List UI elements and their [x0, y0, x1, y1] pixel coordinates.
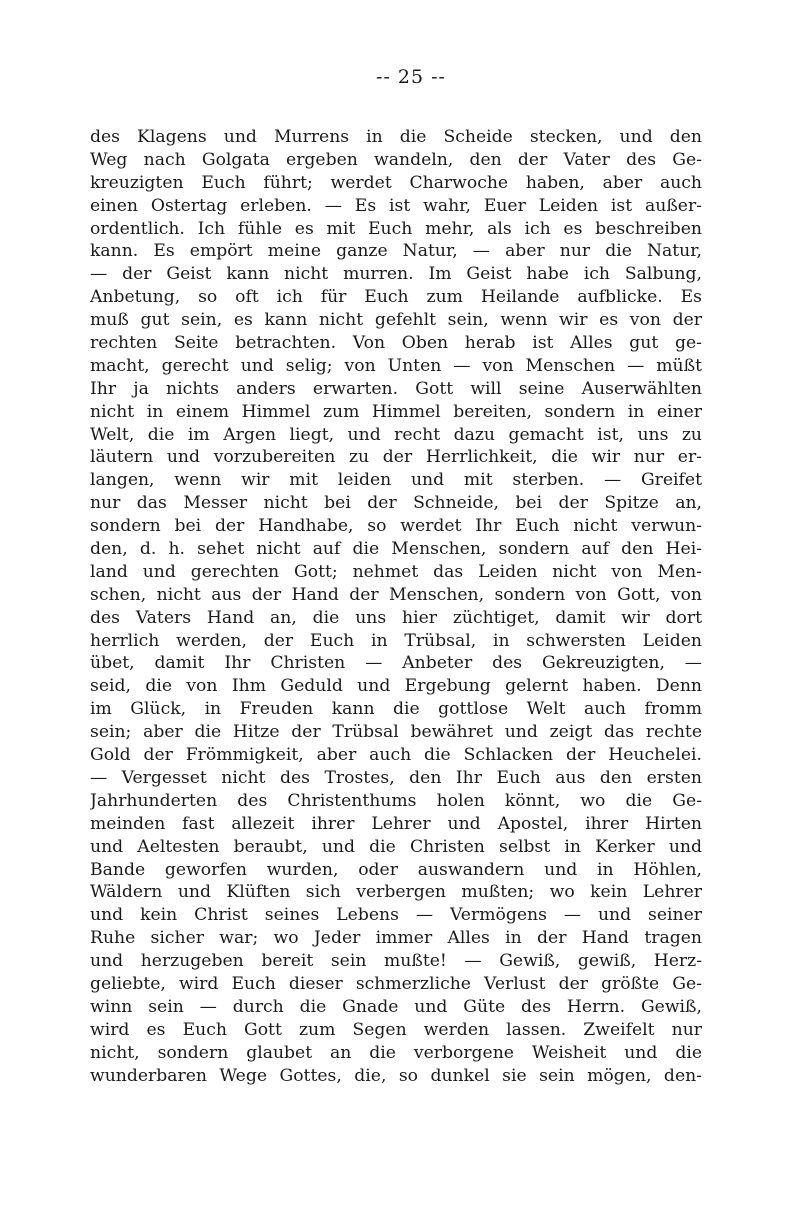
- page-number: -- 25 --: [376, 66, 446, 88]
- body-text: [90, 126, 702, 1087]
- text-line: kann. Es empört meine ganze Natur, — aber nur die Natur,: [90, 241, 702, 262]
- text-line: nur das Messer nicht bei der Schneide, bei der Spitze an,: [90, 493, 702, 514]
- text-line: im Glück, in Freuden kann die gottlose Welt auch fromm: [90, 699, 702, 720]
- text-line: schen, nicht aus der Hand der Menschen, sondern von Gott, von: [90, 584, 702, 605]
- text-line: läutern und vorzubereiten zu der Herrlichkeit, die wir nur er-: [90, 447, 702, 468]
- text-line: seid, die von Ihm Geduld und Ergebung gelernt haben. Denn: [90, 676, 702, 697]
- text-line: Weg nach Golgata ergeben wandeln, den der Vater des Ge-: [90, 149, 702, 170]
- text-line: und Aeltesten beraubt, und die Christen selbst in Kerker und: [90, 836, 702, 857]
- text-line: langen, wenn wir mit leiden und mit sterben. — Greifet: [90, 470, 702, 491]
- text-line: nicht in einem Himmel zum Himmel bereiten, sondern in einer: [90, 401, 702, 422]
- text-line: muß gut sein, es kann nicht gefehlt sein, wenn wir es von der: [90, 310, 702, 331]
- text-line: übet, damit Ihr Christen — Anbeter des Gekreuzigten, —: [90, 653, 702, 674]
- text-line: ordentlich. Ich fühle es mit Euch mehr, als ich es beschreiben: [90, 218, 702, 239]
- text-line: — Vergesset nicht des Trostes, den Ihr Euch aus den ersten: [90, 767, 702, 788]
- text-line: Wäldern und Klüften sich verbergen mußten; wo kein Lehrer: [90, 882, 702, 903]
- text-line: geliebte, wird Euch dieser schmerzliche Verlust der größte Ge-: [90, 973, 702, 994]
- text-line: Welt, die im Argen liegt, und recht dazu gemacht ist, uns zu: [90, 424, 702, 445]
- text-line: winn sein — durch die Gnade und Güte des Herrn. Gewiß,: [90, 996, 702, 1017]
- text-line: den, d. h. sehet nicht auf die Menschen, sondern auf den Hei-: [90, 539, 702, 560]
- text-line: und kein Christ seines Lebens — Vermögens — und seiner: [90, 905, 702, 926]
- text-line: des Vaters Hand an, die uns hier züchtiget, damit wir dort: [90, 607, 702, 628]
- text-line: Anbetung, so oft ich für Euch zum Heilande aufblicke. Es: [90, 287, 702, 308]
- text-line: Gold der Frömmigkeit, aber auch die Schlacken der Heuchelei.: [90, 745, 702, 766]
- text-line: kreuzigten Euch führt; werdet Charwoche haben, aber auch: [90, 172, 702, 193]
- text-line: sondern bei der Handhabe, so werdet Ihr Euch nicht verwun-: [90, 516, 702, 537]
- text-line: wird es Euch Gott zum Segen werden lassen. Zweifelt nur: [90, 1019, 702, 1040]
- text-line: land und gerechten Gott; nehmet das Leiden nicht von Men-: [90, 561, 702, 582]
- text-line: Jahrhunderten des Christenthums holen könnt, wo die Ge-: [90, 790, 702, 811]
- text-line: — der Geist kann nicht murren. Im Geist habe ich Salbung,: [90, 264, 702, 285]
- text-line: und herzugeben bereit sein mußte! — Gewiß, gewiß, Herz-: [90, 951, 702, 972]
- text-line: des Klagens und Murrens in die Scheide stecken, und den: [90, 127, 702, 147]
- text-line: sein; aber die Hitze der Trübsal bewähret und zeigt das rechte: [90, 722, 702, 743]
- text-line: nicht, sondern glaubet an die verborgene Weisheit und die: [90, 1042, 702, 1063]
- text-line: rechten Seite betrachten. Von Oben herab ist Alles gut ge-: [90, 333, 702, 354]
- text-line: herrlich werden, der Euch in Trübsal, in schwersten Leiden: [90, 630, 702, 651]
- text-line: wunderbaren Wege Gottes, die, so dunkel sie sein mögen, den-: [90, 1065, 702, 1086]
- text-line: Bande geworfen wurden, oder auswandern und in Höhlen,: [90, 859, 702, 880]
- text-line: meinden fast allezeit ihrer Lehrer und Apostel, ihrer Hirten: [90, 813, 702, 834]
- text-line: macht, gerecht und selig; von Unten — von Menschen — müßt: [90, 355, 702, 376]
- text-line: einen Ostertag erleben. — Es ist wahr, Euer Leiden ist außer-: [90, 195, 702, 216]
- text-line: Ihr ja nichts anders erwarten. Gott will seine Auserwählten: [90, 378, 702, 399]
- text-line: Ruhe sicher war; wo Jeder immer Alles in der Hand tragen: [90, 928, 702, 949]
